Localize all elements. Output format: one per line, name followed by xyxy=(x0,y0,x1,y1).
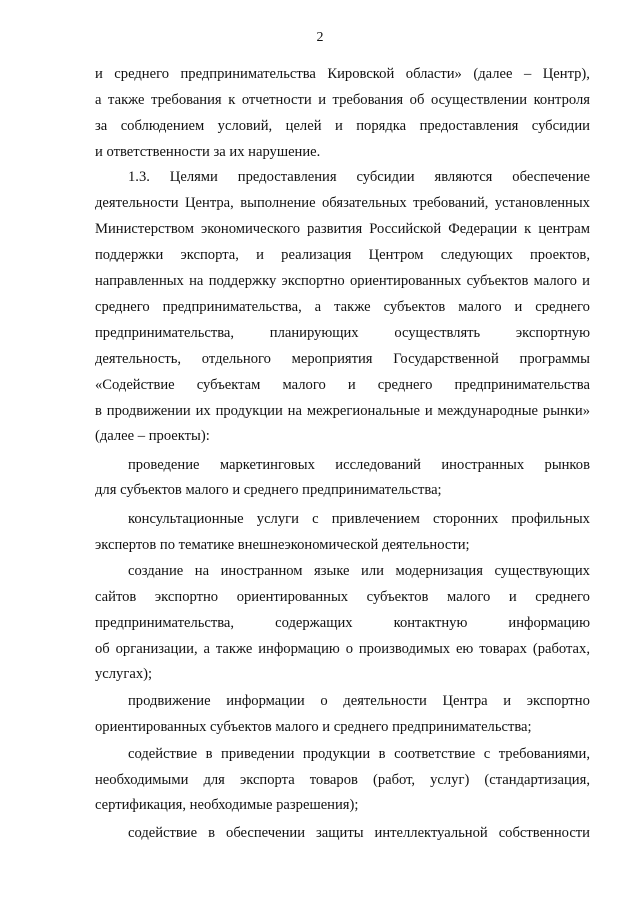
word: защиты xyxy=(316,825,364,841)
word: установленных xyxy=(494,195,590,211)
word: и xyxy=(347,377,356,393)
word: продукции xyxy=(215,403,283,419)
text-line xyxy=(95,323,590,343)
word: ею xyxy=(455,641,474,657)
word: порядка xyxy=(356,118,407,134)
word: Целями xyxy=(169,169,218,185)
word: на xyxy=(189,273,204,289)
word: также xyxy=(215,641,253,657)
word: сайтов xyxy=(95,589,137,605)
word: среднего xyxy=(95,299,150,315)
word: поддержку xyxy=(208,273,277,289)
text-line xyxy=(95,64,590,84)
text-line xyxy=(95,193,590,213)
word: также xyxy=(334,299,371,315)
word: соответствие xyxy=(394,746,476,762)
word: мероприятия xyxy=(291,351,373,367)
word: обеспечение xyxy=(512,169,590,185)
word: субсидии xyxy=(356,169,415,185)
text-line xyxy=(95,639,590,659)
word: Государственной xyxy=(393,351,499,367)
word: планирующих xyxy=(269,325,359,341)
text-line xyxy=(95,116,590,136)
word: об xyxy=(95,641,110,657)
word: осуществлять xyxy=(394,325,481,341)
word: субсидии xyxy=(531,118,590,134)
word: являются xyxy=(434,169,493,185)
word: услуг) xyxy=(430,772,470,788)
word: и xyxy=(503,693,512,709)
word: об xyxy=(409,92,425,108)
word: и xyxy=(424,403,433,419)
word: субъектов xyxy=(383,299,446,315)
word: с xyxy=(483,746,491,762)
word: на xyxy=(194,563,210,579)
word: среднего xyxy=(114,66,169,82)
word: содействие xyxy=(128,746,198,762)
word: содержащих xyxy=(275,615,353,631)
text-line: для субъектов малого и среднего предпринимательства; xyxy=(95,482,442,498)
word: и xyxy=(582,273,590,289)
word: Центром xyxy=(368,247,424,263)
word: в xyxy=(95,403,102,419)
text-line: экспертов по тематике внешнеэкономической деятельности; xyxy=(95,537,470,553)
word: программы xyxy=(519,351,590,367)
word: и xyxy=(514,299,523,315)
page-number: 2 xyxy=(316,30,324,45)
word: продукции xyxy=(302,746,371,762)
word: контактную xyxy=(393,615,468,631)
word: 1.3. xyxy=(128,169,150,185)
word: содействие xyxy=(128,825,198,841)
word: предпринимательства xyxy=(180,66,316,82)
word: проектов, xyxy=(529,247,590,263)
word: предпринимательства, xyxy=(162,299,302,315)
text-line xyxy=(95,271,590,291)
word: экономического xyxy=(200,221,300,237)
word: среднего xyxy=(535,589,590,605)
word: – xyxy=(523,66,532,82)
word: а xyxy=(203,641,210,657)
text-line xyxy=(128,455,590,475)
word: товарах xyxy=(479,641,527,657)
word: производимых xyxy=(358,641,451,657)
word: сторонних xyxy=(433,511,499,527)
text-line xyxy=(95,613,590,633)
text-line xyxy=(95,245,590,265)
word: субъектов xyxy=(466,273,529,289)
word: (работах, xyxy=(532,641,590,657)
word: Центра xyxy=(442,693,488,709)
word: или xyxy=(361,563,384,579)
word: и xyxy=(95,66,103,82)
word: предпринимательства, xyxy=(95,325,235,341)
word: «Содействие xyxy=(95,377,175,393)
word: также xyxy=(108,92,145,108)
word: а xyxy=(314,299,322,315)
text-line xyxy=(95,90,590,110)
word: привлечением xyxy=(331,511,420,527)
word: исследований xyxy=(335,457,421,473)
text-line xyxy=(95,587,590,607)
word: и xyxy=(256,247,264,263)
text-line xyxy=(128,509,590,529)
word: продвижении xyxy=(106,403,191,419)
word: Министерством xyxy=(95,221,194,237)
text-line xyxy=(128,561,590,581)
text-line: ориентированных субъектов малого и среднего предпринимательства; xyxy=(95,719,532,735)
word: о xyxy=(345,641,353,657)
word: и xyxy=(508,589,517,605)
text-line: сертификация, необходимые разрешения); xyxy=(95,797,359,813)
word: экспортную xyxy=(515,325,590,341)
word: Центра, xyxy=(185,195,234,211)
word: ориентированных xyxy=(349,273,462,289)
word: (работ, xyxy=(372,772,416,788)
word: развития xyxy=(307,221,363,237)
word: малого xyxy=(533,273,577,289)
word: в xyxy=(205,746,213,762)
word: деятельности xyxy=(343,693,427,709)
text-line xyxy=(95,770,590,790)
word: Центр), xyxy=(542,66,590,82)
text-line xyxy=(95,401,590,421)
word: для xyxy=(203,772,225,788)
word: и xyxy=(334,118,343,134)
word: к xyxy=(228,92,236,108)
text-line xyxy=(128,691,590,711)
word: целей xyxy=(285,118,322,134)
word: экспортно xyxy=(154,589,219,605)
word: деятельности xyxy=(95,195,179,211)
word: предоставления xyxy=(237,169,337,185)
word: поддержки xyxy=(95,247,164,263)
word: экспортно xyxy=(281,273,345,289)
text-line xyxy=(95,349,590,369)
word: языке xyxy=(314,563,350,579)
text-line: и ответственности за их нарушение. xyxy=(95,144,321,160)
word: контроля xyxy=(533,92,590,108)
word: следующих xyxy=(440,247,513,263)
word: о xyxy=(320,693,328,709)
word: ориентированных xyxy=(236,589,349,605)
word: малого xyxy=(282,377,326,393)
word: соблюдением xyxy=(120,118,205,134)
word: к xyxy=(524,221,532,237)
text-line xyxy=(95,375,590,395)
word: центрам xyxy=(538,221,590,237)
word: отчетности xyxy=(241,92,312,108)
word: малого xyxy=(447,589,491,605)
word: модернизация xyxy=(395,563,483,579)
word: их xyxy=(195,403,211,419)
word: обеспечении xyxy=(226,825,306,841)
word: создание xyxy=(128,563,184,579)
word: межрегиональные xyxy=(306,403,420,419)
word: (стандартизация, xyxy=(484,772,590,788)
word: иностранном xyxy=(220,563,303,579)
word: существующих xyxy=(494,563,590,579)
word: с xyxy=(312,511,319,527)
text-line xyxy=(128,823,590,843)
text-line xyxy=(128,167,590,187)
word: приведении xyxy=(221,746,295,762)
word: деятельность, xyxy=(95,351,182,367)
word: консультационные xyxy=(128,511,244,527)
word: отдельного xyxy=(201,351,271,367)
word: на xyxy=(287,403,302,419)
word: реализация xyxy=(281,247,352,263)
word: (далее xyxy=(473,66,513,82)
word: предпринимательства, xyxy=(95,615,235,631)
word: области» xyxy=(405,66,462,82)
word: международные xyxy=(437,403,539,419)
word: собственности xyxy=(498,825,590,841)
word: в xyxy=(378,746,386,762)
word: маркетинговых xyxy=(219,457,315,473)
word: направленных xyxy=(95,273,184,289)
word: требования xyxy=(332,92,404,108)
word: требованиями, xyxy=(498,746,590,762)
word: среднего xyxy=(535,299,590,315)
word: предпринимательства xyxy=(454,377,590,393)
word: требований, xyxy=(413,195,489,211)
word: рынки» xyxy=(542,403,590,419)
word: необходимыми xyxy=(95,772,189,788)
word: среднего xyxy=(377,377,433,393)
word: информации xyxy=(226,693,305,709)
word: Российской xyxy=(369,221,442,237)
word: обязательных xyxy=(322,195,407,211)
word: малого xyxy=(458,299,502,315)
word: иностранных xyxy=(441,457,525,473)
word: продвижение xyxy=(128,693,211,709)
text-line: (далее – проекты): xyxy=(95,428,210,444)
word: экспорта xyxy=(239,772,295,788)
text-line xyxy=(95,219,590,239)
word: предоставления xyxy=(419,118,519,134)
word: рынков xyxy=(544,457,590,473)
word: и xyxy=(318,92,326,108)
text-line xyxy=(128,744,590,764)
word: субъектов xyxy=(366,589,429,605)
word: за xyxy=(95,118,108,134)
word: экспорта, xyxy=(180,247,239,263)
word: услуги xyxy=(256,511,299,527)
word: товаров xyxy=(309,772,358,788)
word: интеллектуальной xyxy=(374,825,488,841)
word: информацию xyxy=(258,641,340,657)
word: в xyxy=(208,825,216,841)
word: субъектам xyxy=(196,377,261,393)
word: а xyxy=(95,92,102,108)
text-line: услугах); xyxy=(95,666,153,682)
word: выполнение xyxy=(240,195,316,211)
word: проведение xyxy=(128,457,200,473)
word: профильных xyxy=(511,511,590,527)
word: требования xyxy=(151,92,222,108)
word: Кировской xyxy=(327,66,395,82)
word: Федерации xyxy=(448,221,518,237)
text-line xyxy=(95,297,590,317)
word: информацию xyxy=(508,615,590,631)
word: условий, xyxy=(217,118,273,134)
word: организации, xyxy=(115,641,198,657)
word: экспортно xyxy=(526,693,590,709)
word: осуществлении xyxy=(430,92,528,108)
